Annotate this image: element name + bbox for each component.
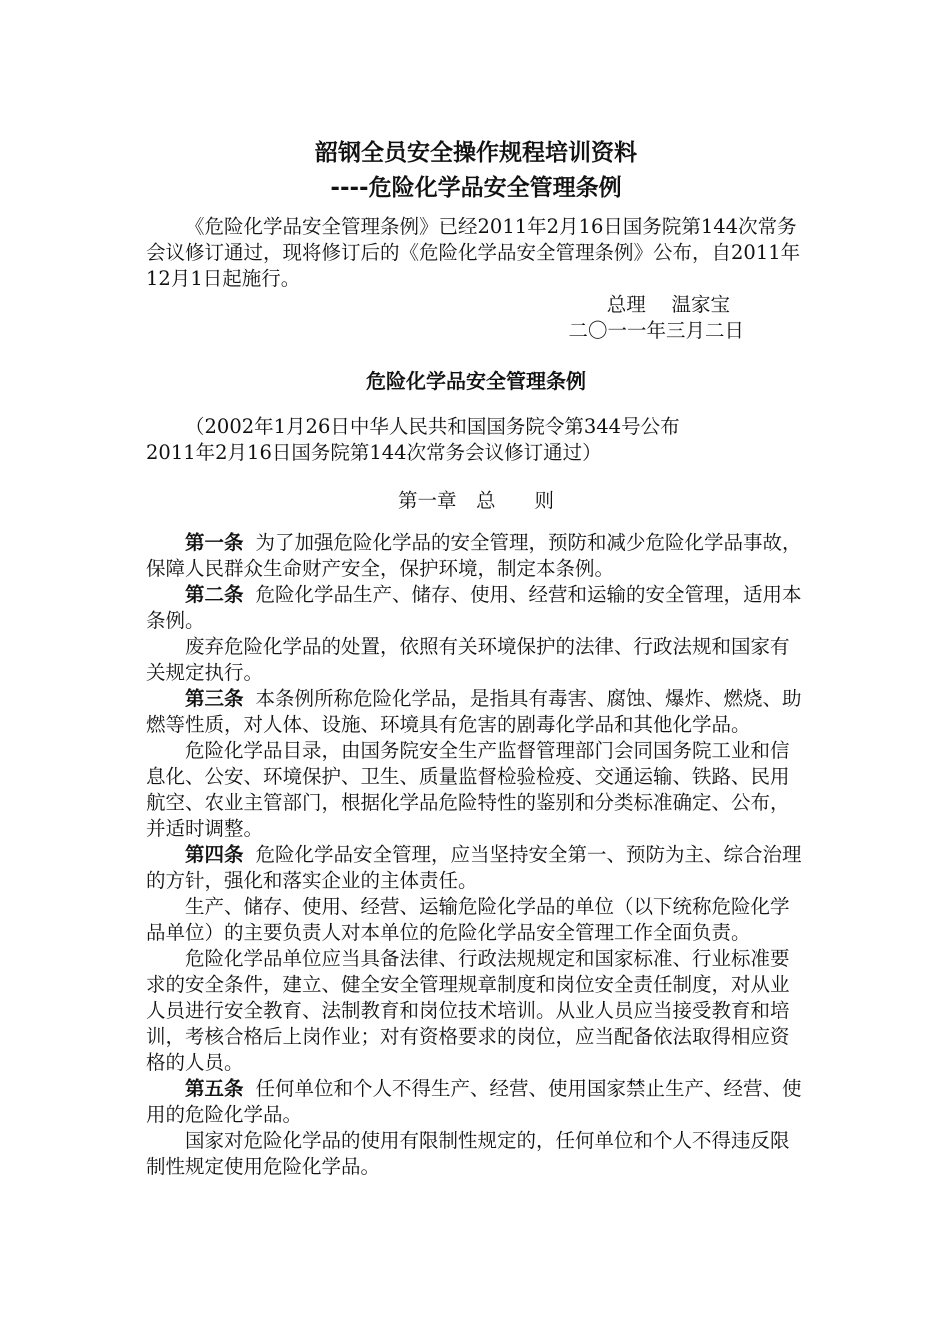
article-paragraph xyxy=(146,530,806,582)
article-number: 第二条 xyxy=(185,583,244,606)
article-paragraph xyxy=(146,738,806,842)
article-paragraph xyxy=(146,946,806,1076)
source-line-1: （2002年1月26日中华人民共和国国务院令第344号公布 xyxy=(185,415,680,438)
article-paragraph xyxy=(146,582,806,634)
article-number: 第三条 xyxy=(185,687,244,710)
article-number: 第五条 xyxy=(185,1077,244,1100)
signer-line: 总理 温家宝 xyxy=(606,293,730,316)
regulation-title: 危险化学品安全管理条例 xyxy=(366,369,586,393)
article-text: 为了加强危险化学品的安全管理，预防和减少危险化学品事故，保障人民群众生命财产安全，保护环境，制定本条例。 xyxy=(146,531,802,580)
article-text: 废弃危险化学品的处置，依照有关环境保护的法律、行政法规和国家有关规定执行。 xyxy=(146,635,790,684)
article-text: 本条例所称危险化学品，是指具有毒害、腐蚀、爆炸、燃烧、助燃等性质，对人体、设施、环境具有危害的剧毒化学品和其他化学品。 xyxy=(146,687,802,736)
article-text: 危险化学品生产、储存、使用、经营和运输的安全管理，适用本条例。 xyxy=(146,583,802,632)
sign-date: 二〇一一年三月二日 xyxy=(568,319,744,342)
article-paragraph xyxy=(146,842,806,894)
article-text: 危险化学品安全管理，应当坚持安全第一、预防为主、综合治理的方针，强化和落实企业的主体责任。 xyxy=(146,843,802,892)
article-paragraph xyxy=(146,634,806,686)
chapter-heading: 第一章 总 则 xyxy=(397,489,554,512)
document-page xyxy=(146,136,806,1180)
source-note xyxy=(146,414,806,466)
article-text: 生产、储存、使用、经营、运输危险化学品的单位（以下统称危险化学品单位）的主要负责人对本单位的危险化学品安全管理工作全面负责。 xyxy=(146,895,790,944)
source-line-2: 2011年2月16日国务院第144次常务会议修订通过） xyxy=(146,441,602,464)
article-text: 国家对危险化学品的使用有限制性规定的，任何单位和个人不得违反限制性规定使用危险化学品。 xyxy=(146,1129,790,1178)
article-paragraph xyxy=(146,894,806,946)
article-paragraph xyxy=(146,1076,806,1128)
intro-paragraph: 《危险化学品安全管理条例》已经2011年2月16日国务院第144次常务会议修订通过，现将修订后的《危险化学品安全管理条例》公布，自2011年12月1日起施行。 xyxy=(146,215,801,290)
article-paragraph xyxy=(146,686,806,738)
article-number: 第一条 xyxy=(185,531,244,554)
document-title: 韶钢全员安全操作规程培训资料 xyxy=(315,140,637,166)
article-text: 危险化学品目录，由国务院安全生产监督管理部门会同国务院工业和信息化、公安、环境保护、卫生、质量监督检验检疫、交通运输、铁路、民用航空、农业主管部门，根据化学品危险特性的鉴别和分类标准确定、公布，并适时调整。 xyxy=(146,739,790,840)
article-list xyxy=(146,530,806,1180)
article-number: 第四条 xyxy=(185,843,244,866)
article-text: 危险化学品单位应当具备法律、行政法规规定和国家标准、行业标准要求的安全条件，建立、健全安全管理规章制度和岗位安全责任制度，对从业人员进行安全教育、法制教育和岗位技术培训。从业人员应当接受教育和培训，考核合格后上岗作业；对有资格要求的岗位，应当配备依法取得相应资格的人员。 xyxy=(146,947,790,1074)
document-subtitle: ----危险化学品安全管理条例 xyxy=(330,175,622,201)
article-text: 任何单位和个人不得生产、经营、使用国家禁止生产、经营、使用的危险化学品。 xyxy=(146,1077,802,1126)
article-paragraph xyxy=(146,1128,806,1180)
